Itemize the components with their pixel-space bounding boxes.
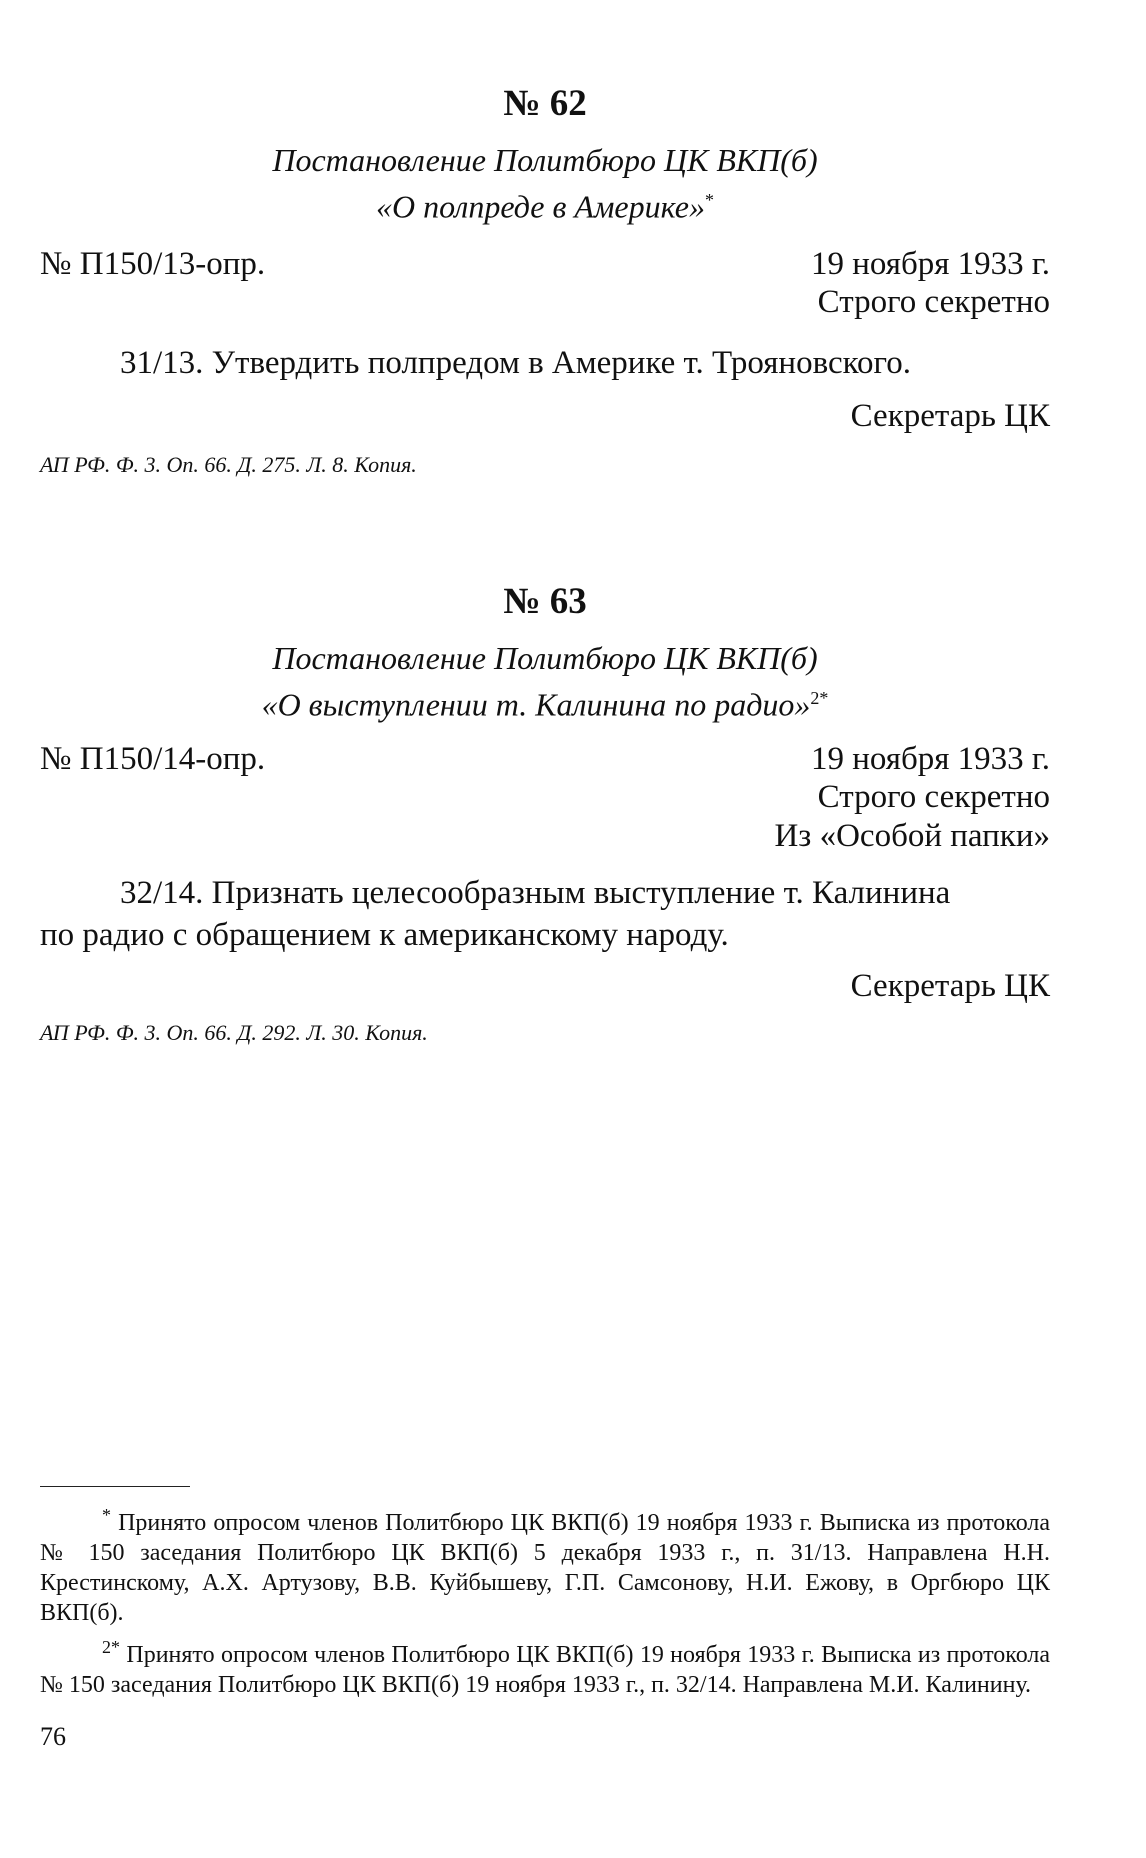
document-62-protocol: № П150/13-опр.	[40, 246, 266, 282]
footnote-separator	[40, 1486, 190, 1487]
document-62-title-line2: «О полпреде в Америке»	[376, 188, 705, 225]
document-62-title-line2-wrap	[40, 180, 1050, 227]
footnote-2	[40, 1632, 1050, 1700]
document-63-resolution-line2: по радио с обращением к американскому народу.	[40, 917, 729, 953]
document-62-title	[40, 140, 1050, 227]
document-62-number: № 62	[503, 83, 587, 124]
document-63-footnote-mark: 2*	[810, 688, 829, 708]
footnote-1	[40, 1500, 1050, 1628]
document-62-archive-reference: АП РФ. Ф. 3. Оп. 66. Д. 275. Л. 8. Копия.	[40, 452, 417, 477]
document-63-date: 19 ноября 1933 г.	[811, 741, 1050, 777]
document-62-date: 19 ноября 1933 г.	[811, 246, 1050, 282]
document-62-signature: Секретарь ЦК	[850, 398, 1050, 434]
document-63-protocol: № П150/14-опр.	[40, 741, 266, 777]
document-63-archive-reference: АП РФ. Ф. 3. Оп. 66. Д. 292. Л. 30. Копия.	[40, 1020, 428, 1045]
document-62-resolution: 31/13. Утвердить полпредом в Америке т. Трояновского.	[120, 345, 911, 381]
document-63-classification: Строго секретно	[817, 779, 1050, 815]
document-63-title	[40, 638, 1050, 725]
page-number: 76	[40, 1722, 66, 1751]
footnote-1-mark: *	[102, 1505, 111, 1525]
document-63-title-line2: «О выступлении т. Калинина по радио»	[261, 686, 811, 723]
document-63-folder: Из «Особой папки»	[774, 818, 1050, 854]
document-63-resolution-line1: 32/14. Признать целесообразным выступление т. Калинина	[120, 875, 951, 911]
footnote-2-text: Принято опросом членов Политбюро ЦК ВКП(б) 19 ноября 1933 г. Выписка из протокола № 150 заседания Политбюро ЦК ВКП(б) 19 ноября 1933 г., п. 32/14. Направлена М.И. Калинину.	[40, 1642, 1051, 1698]
document-63-number: № 63	[503, 581, 587, 622]
document-63-signature: Секретарь ЦК	[850, 968, 1050, 1004]
document-62-classification: Строго секретно	[817, 284, 1050, 320]
document-62-title-line1: Постановление Политбюро ЦК ВКП(б)	[272, 142, 818, 178]
document-62-footnote-mark: *	[704, 190, 714, 210]
document-63-title-line2-wrap	[40, 678, 1050, 725]
footnotes	[40, 1500, 1050, 1704]
document-63-title-line1: Постановление Политбюро ЦК ВКП(б)	[272, 640, 818, 676]
footnote-2-mark: 2*	[102, 1637, 120, 1657]
footnote-1-text: Принято опросом членов Политбюро ЦК ВКП(б) 19 ноября 1933 г. Выписка из протокола № 150 заседания Политбюро ЦК ВКП(б) 5 декабря 1933 г., п. 31/13. Направлена Н.Н. Крестинскому, А.Х. Артузову, В.В. Куйбышеву, Г.П. Самсонову, Н.И. Ежову, в Оргбюро ЦК ВКП(б).	[40, 1510, 1051, 1626]
document-63-resolution	[40, 872, 1050, 956]
